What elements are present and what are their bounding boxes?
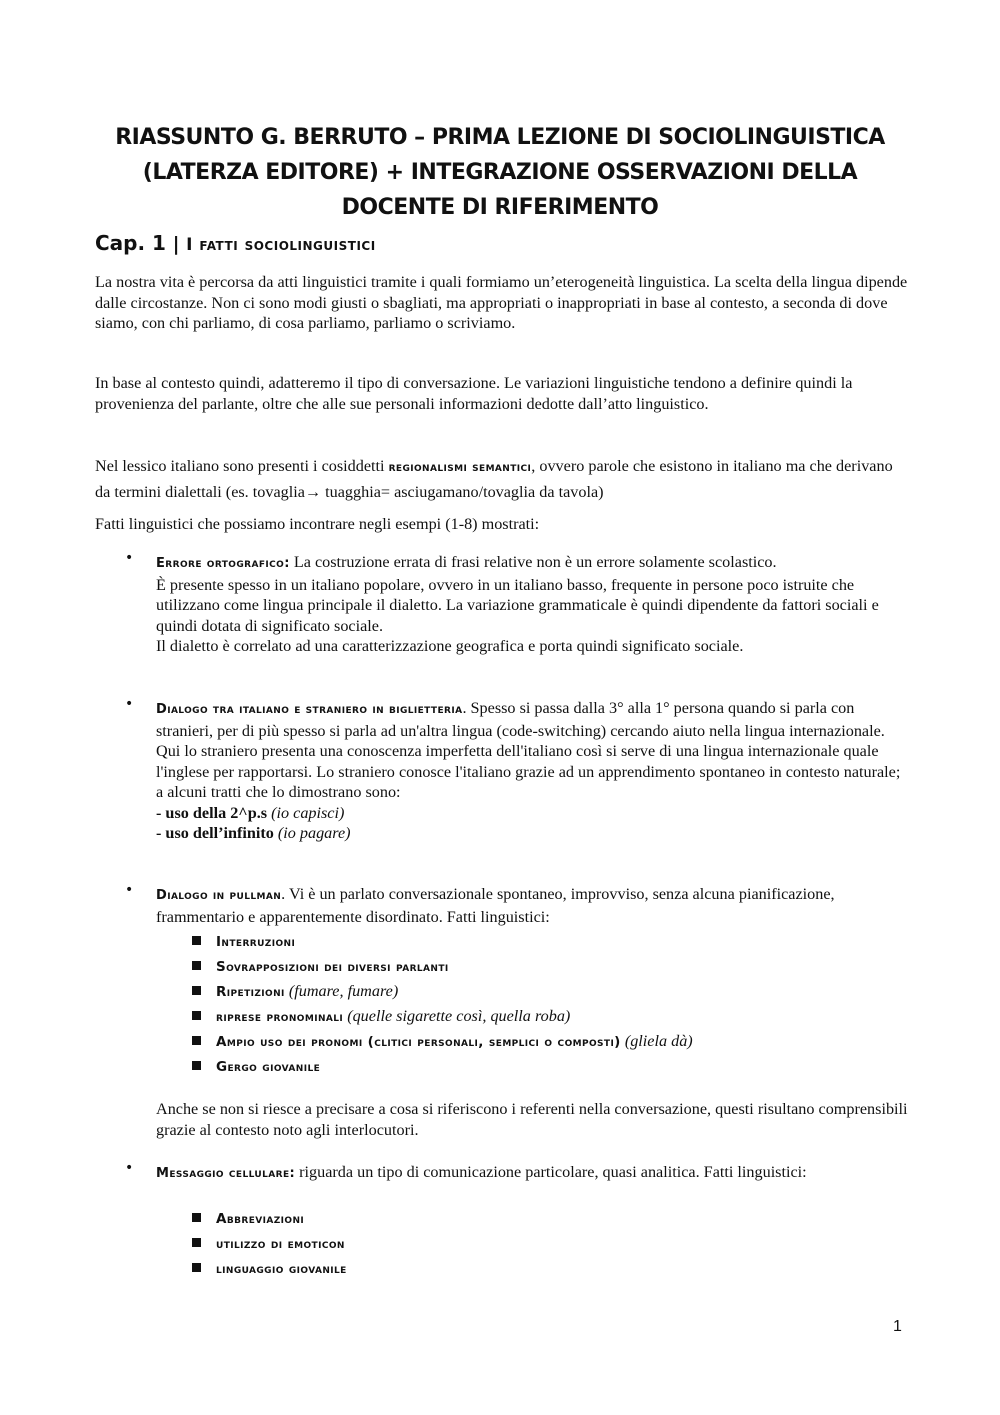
square-bullet-icon (192, 1011, 201, 1020)
sub-item-gergo-giovanile: Gergo giovanile (192, 1056, 892, 1077)
pullman-conclusion: Anche se non si riesce a precisare a cosa si riferiscono i referenti nella conversazione, questi risultano comprensibili grazie al contesto noto agli interlocutori. (156, 1100, 908, 1139)
sub-item-riprese-pronominali: riprese pronominali (quelle sigarette così, quella roba) (192, 1006, 892, 1027)
list-item-errore-ortografico (156, 552, 911, 657)
bullet-icon: • (125, 696, 134, 712)
list-item-biglietteria: Dialogo tra italiano e straniero in biglietteria. Spesso si passa dalla 3° alla 1° persona quando si parla con stranieri, per di più spesso si parla ad un'altra lingua (code-switching) cercando aiuto nella lingua internazionale. Qui lo straniero presenta una conoscenza imperfetta dell'italiano così si serve di una lingua internazionale quale l'inglese per rapportarsi. Lo straniero conosce l'italiano grazie ad un apprendimento spontaneo in contesto naturale; a alcuni tratti che lo dimostrano sono: - uso della 2^p.s (io capisci) - uso dell’infinito (io pagare) (156, 698, 911, 844)
square-bullet-icon (192, 1238, 201, 1247)
paragraph-2: In base al contesto quindi, adatteremo il tipo di conversazione. Le variazioni linguistiche tendono a definire quindi la provenienza del parlante, oltre che alle sue personali informazioni dedotte dall’atto linguistico. (95, 374, 853, 413)
term-dialogo-biglietteria: Dialogo tra italiano e straniero in biglietteria (156, 702, 463, 717)
bullet-icon: • (125, 550, 134, 566)
paragraph-3 (95, 454, 910, 504)
trait-infinito: - uso dell’infinito (io pagare) (156, 824, 351, 842)
sub-item-ripetizioni: Ripetizioni (fumare, fumare) (192, 981, 892, 1002)
item-errore-line2: È presente spesso in un italiano popolare, ovvero in un italiano basso, frequente in persone poco istruite che utilizzano come lingua principale il dialetto. La variazione grammaticale è quindi dipendente da fattori sociali e quindi dotata di significato sociale. (156, 575, 879, 635)
chapter-title: I fatti sociolinguistici (186, 235, 376, 255)
square-bullet-icon (192, 1213, 201, 1222)
paragraph-1: La nostra vita è percorsa da atti linguistici tramite i quali formiamo un’eterogeneità linguistica. La scelta della lingua dipende dalle circostanze. Non ci sono modi giusti o sbagliati, ma appropriati o inappropriati in base al contesto, a seconda di dove siamo, con chi parliamo, di cosa parliamo, parliamo o scriviamo. (95, 273, 908, 332)
bullet-icon: • (125, 882, 134, 898)
sub-item-pronomi: Ampio uso dei pronomi (clitici personali, semplici o composti) (gliela dà) (192, 1031, 892, 1052)
square-bullet-icon (192, 961, 201, 970)
list-item-messaggio-cellulare: Messaggio cellulare: riguarda un tipo di comunicazione particolare, quasi analitica. Fatti linguistici: (156, 1163, 807, 1181)
term-regionalismi-semantici: regionalismi semantici (388, 460, 532, 475)
square-bullet-icon (192, 1061, 201, 1070)
square-bullet-icon (192, 986, 201, 995)
square-bullet-icon (192, 1036, 201, 1045)
paragraph-4: Fatti linguistici che possiamo incontrare negli esempi (1-8) mostrati: (95, 515, 540, 533)
square-bullet-icon (192, 936, 201, 945)
trait-seconda-persona: - uso della 2^p.s (io capisci) (156, 803, 345, 822)
chapter-number: Cap. 1 (95, 231, 166, 255)
square-bullet-icon (192, 1263, 201, 1272)
term-dialogo-pullman: Dialogo in pullman (156, 888, 282, 903)
sub-item-sovrapposizioni: Sovrapposizioni dei diversi parlanti (192, 956, 892, 977)
sub-item-linguaggio-giovanile: linguaggio giovanile (192, 1258, 892, 1279)
bullet-icon: • (125, 1160, 134, 1176)
document-title: RIASSUNTO G. BERRUTO – PRIMA LEZIONE DI SOCIOLINGUISTICA (LATERZA EDITORE) + INTEGRAZIONE OSSERVAZIONI DELLA DOCENTE DI RIFERIMENTO (115, 125, 885, 220)
paragraph-3-rest: , ovvero parole che esistono in italiano ma che derivano da termini dialettali (es. tovaglia→ tuagghia= asciugamano/tovaglia da tavola) (95, 457, 893, 501)
sub-item-emoticon: utilizzo di emoticon (192, 1233, 892, 1254)
paragraph-3-lead: Nel lessico italiano sono presenti i cosiddetti (95, 457, 389, 475)
chapter-separator: | (165, 233, 187, 255)
chapter-heading (95, 229, 376, 259)
list-item-pullman: Dialogo in pullman. Vi è un parlato conversazionale spontaneo, improvviso, senza alcuna pianificazione, frammentario e apparentemente disordinato. Fatti linguistici: (156, 885, 835, 926)
item-errore-line3: Il dialetto è correlato ad una caratterizzazione geografica e porta quindi significato sociale. (156, 637, 744, 655)
sub-item-abbreviazioni: Abbreviazioni (192, 1208, 892, 1229)
term-messaggio-cellulare: Messaggio cellulare: (156, 1166, 296, 1181)
term-errore-ortografico: Errore ortografico: (156, 556, 290, 571)
page-number: 1 (893, 1318, 902, 1335)
item-errore-line1: Errore ortografico: La costruzione errata di frasi relative non è un errore solamente scolastico. (156, 553, 777, 571)
sub-item-interruzioni: Interruzioni (192, 931, 892, 952)
